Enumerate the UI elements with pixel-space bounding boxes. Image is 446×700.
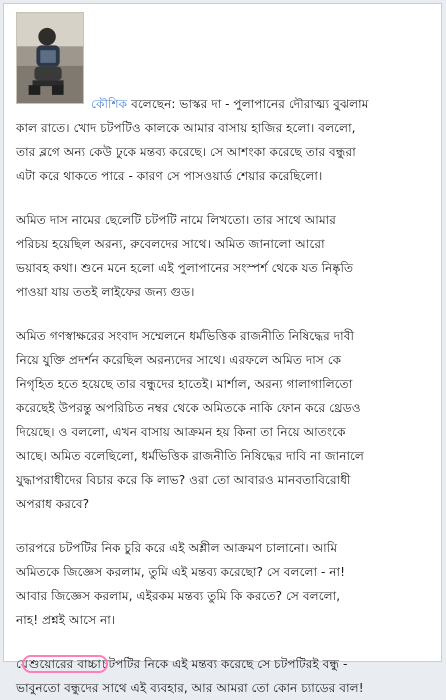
paragraph-2-line-3: ভয়াবহ কথা। শুনে মনে হলো এই পুলাপানের সংস্পর্শ থেকে যত নিষ্কৃতি (16, 261, 354, 275)
intro-line-3: তার ব্লগে অন্য কেউ ঢুকে মন্তব্য করেছে। সে আশংকা করেছে তার বন্ধুরা (16, 145, 356, 159)
paragraph-5-prefix: যে (16, 657, 28, 671)
paragraph-5-suffix-1: চটপটির নিকে এই মন্তব্য করেছে সে চটপটিরই বন্ধু - (101, 657, 348, 671)
paragraph-5-line-2: ভাবুনতো বন্ধুদের সাথে এই ব্যবহার, আর আমরা তো কোন চ্যাডের বাল! (16, 681, 364, 695)
paragraph-3 (16, 324, 434, 516)
paragraph-3-line-4: করেছেই উপরন্তু অপরিচিত নম্বর থেকে অমিতকে নাকি ফোন করে থ্রেডও (16, 401, 361, 415)
circled-text (28, 652, 102, 676)
paragraph-3-line-8: অপরাধ করবে? (16, 497, 90, 511)
paragraph-3-line-5: দিয়েছে। ও বললো, এখন বাসায় আক্রমন হয় কিনা তা নিয়ে আতংকে (16, 425, 346, 439)
paragraph-2-line-2: পরিচয় হয়েছিল অরন্য, রুবেলদের সাথে। অমিত জানালো আরো (16, 237, 325, 251)
paragraph-4-line-1: তারপরে চটপটির নিক চুরি করে এই অশ্লীল আক্রমণ চালানো। আমি (16, 541, 338, 555)
avatar-photo (17, 13, 83, 103)
paragraph-2 (16, 208, 434, 304)
paragraph-3-line-1: অমিত গণস্বাক্ষরের সংবাদ সম্মেলনে ধর্মভিত্তিক রাজনীতি নিষিদ্ধের দাবী (16, 329, 354, 343)
paragraph-5 (16, 652, 434, 700)
paragraph-4-line-4: নাহ! প্রশ্নই আসে না। (16, 613, 116, 627)
paragraph-1 (16, 92, 434, 188)
author-link[interactable]: কৌশিক (91, 97, 128, 111)
paragraph-4 (16, 536, 434, 632)
comment-panel (3, 3, 442, 695)
paragraph-4-line-3: আবার জিজ্ঞেস করলাম, এইরকম মন্তব্য তুমি কি করতে? সে বললো, (16, 589, 341, 603)
intro-line-1: বলেছেন: ভাস্কর দা - পুলাপানের দৌরাত্ম্য বুঝলাম (131, 97, 369, 111)
circled-text-label: শুয়োরের বাচ্চা (28, 657, 101, 671)
paragraph-3-line-3: নিগৃহিত হতে হয়েছে তার বন্ধুদের হাতেই। মার্শাল, অরন্য গালাগালিতো (16, 377, 353, 391)
intro-line-4: এটা করে থাকতে পারে - কারণ সে পাসওয়ার্ড শেয়ার করেছিলো। (16, 169, 323, 183)
paragraph-4-line-2: অমিতকে জিজ্ঞেস করলাম, তুমি এই মন্তব্য করেছো? সে বললো - না! (16, 565, 345, 579)
paragraph-1-line-1 (16, 92, 434, 116)
avatar (16, 12, 84, 104)
paragraph-3-line-2: নিয়ে যুক্তি প্রদর্শন করেছিল অরন্যদের সাথে। এরফলে অমিত দাস কে (16, 353, 342, 367)
paragraph-2-line-1: অমিত দাস নামের ছেলেটি চটপটি নামে লিখতো। তার সাথে আমার (16, 213, 336, 227)
intro-line-2: কাল রাতে। খোদ চটপটিও কালকে আমার বাসায় হাজির হলো। বললো, (16, 121, 356, 135)
comment-body (16, 92, 434, 700)
paragraph-3-line-7: যুদ্ধাপরাধীদের বিচার করে কি লাভ? ওরা তো আবারও মানবতাবিরোধী (16, 473, 351, 487)
paragraph-3-line-6: আছে। অমিত বলেছিলো, ধর্মভিত্তিক রাজনীতি নিষিদ্ধের দাবি না জানালে (16, 449, 364, 463)
paragraph-5-line-1 (16, 652, 434, 676)
paragraph-2-line-4: পাওয়া যায় ততই লাইফের জন্য গুড। (16, 285, 195, 299)
